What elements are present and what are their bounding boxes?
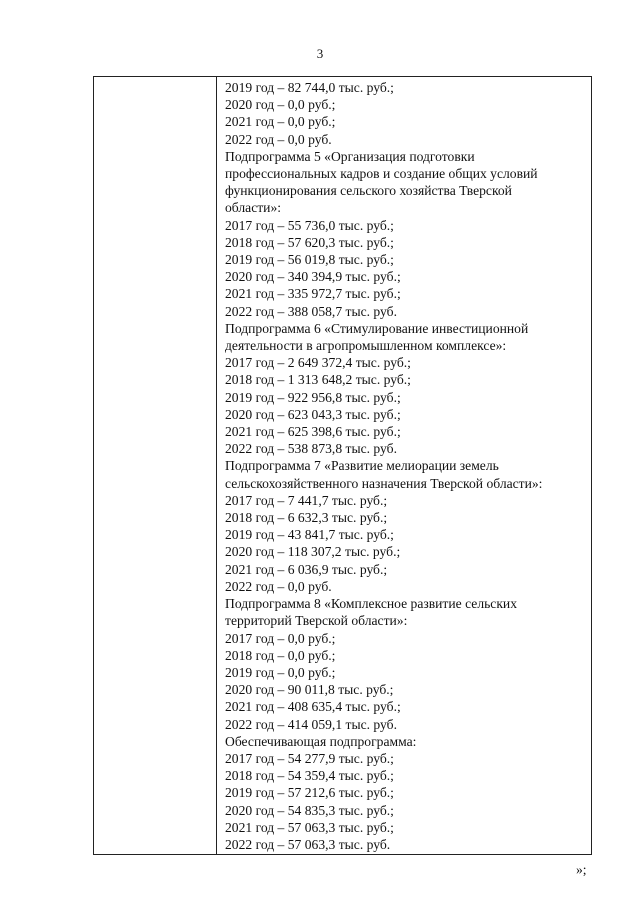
text-line: 2017 год – 2 649 372,4 тыс. руб.;	[225, 355, 411, 371]
text-line: 2022 год – 0,0 руб.	[225, 131, 332, 147]
funding-text-cell	[225, 79, 587, 853]
text-line: 2020 год – 340 394,9 тыс. руб.;	[225, 269, 401, 285]
text-line: 2019 год – 82 744,0 тыс. руб.;	[225, 80, 394, 95]
text-line: деятельности в агропромышленном комплексе»:	[225, 338, 507, 354]
text-line: сельскохозяйственного назначения Тверской области»:	[225, 475, 543, 491]
text-line: профессиональных кадров и создание общих условий	[225, 166, 538, 182]
text-line: 2022 год – 414 059,1 тыс. руб.	[225, 716, 397, 732]
page-number: 3	[316, 46, 324, 61]
text-line: 2021 год – 57 063,3 тыс. руб.;	[225, 819, 394, 835]
text-line: 2018 год – 0,0 руб.;	[225, 647, 336, 663]
text-line: 2022 год – 538 873,8 тыс. руб.	[225, 441, 397, 457]
text-line: Подпрограмма 5 «Организация подготовки	[225, 148, 475, 164]
text-line: 2017 год – 54 277,9 тыс. руб.;	[225, 750, 394, 766]
text-line: 2018 год – 57 620,3 тыс. руб.;	[225, 234, 394, 250]
text-line: 2021 год – 335 972,7 тыс. руб.;	[225, 286, 401, 302]
text-line: функционирования сельского хозяйства Тверской	[225, 183, 512, 199]
text-line: 2018 год – 54 359,4 тыс. руб.;	[225, 768, 394, 784]
text-line: 2021 год – 408 635,4 тыс. руб.;	[225, 699, 401, 715]
text-line: 2020 год – 0,0 руб.;	[225, 97, 336, 113]
text-line: 2020 год – 118 307,2 тыс. руб.;	[225, 544, 401, 560]
text-line: 2018 год – 6 632,3 тыс. руб.;	[225, 510, 388, 526]
text-line: 2017 год – 7 441,7 тыс. руб.;	[225, 492, 388, 508]
text-line: 2021 год – 0,0 руб.;	[225, 114, 336, 130]
text-line: 2020 год – 90 011,8 тыс. руб.;	[225, 682, 394, 698]
funding-table	[93, 76, 592, 855]
column-divider	[216, 77, 217, 854]
text-line: 2020 год – 54 835,3 тыс. руб.;	[225, 802, 394, 818]
text-line: 2017 год – 55 736,0 тыс. руб.;	[225, 217, 394, 233]
text-line: Подпрограмма 6 «Стимулирование инвестиционной	[225, 320, 529, 336]
text-line: 2021 год – 6 036,9 тыс. руб.;	[225, 561, 388, 577]
text-line: 2019 год – 57 212,6 тыс. руб.;	[225, 785, 394, 801]
text-line: 2022 год – 388 058,7 тыс. руб.	[225, 303, 397, 319]
text-line: 2019 год – 43 841,7 тыс. руб.;	[225, 527, 394, 543]
closing-quote-mark: »;	[576, 862, 587, 877]
text-line: 2020 год – 623 043,3 тыс. руб.;	[225, 406, 401, 422]
text-line: 2022 год – 57 063,3 тыс. руб.	[225, 836, 391, 852]
text-line: Подпрограмма 7 «Развитие мелиорации земель	[225, 458, 499, 474]
text-line: 2022 год – 0,0 руб.	[225, 578, 332, 594]
text-line: 2018 год – 1 313 648,2 тыс. руб.;	[225, 372, 411, 388]
text-line: 2021 год – 625 398,6 тыс. руб.;	[225, 424, 401, 440]
text-line: 2017 год – 0,0 руб.;	[225, 630, 336, 646]
text-line: Подпрограмма 8 «Комплексное развитие сельских	[225, 596, 518, 612]
text-line: 2019 год – 56 019,8 тыс. руб.;	[225, 252, 394, 268]
text-line: 2019 год – 0,0 руб.;	[225, 664, 336, 680]
text-line: Обеспечивающая подпрограмма:	[225, 733, 417, 749]
text-line: территорий Тверской области»:	[225, 613, 408, 629]
text-line: 2019 год – 922 956,8 тыс. руб.;	[225, 389, 401, 405]
text-line: области»:	[225, 200, 282, 216]
